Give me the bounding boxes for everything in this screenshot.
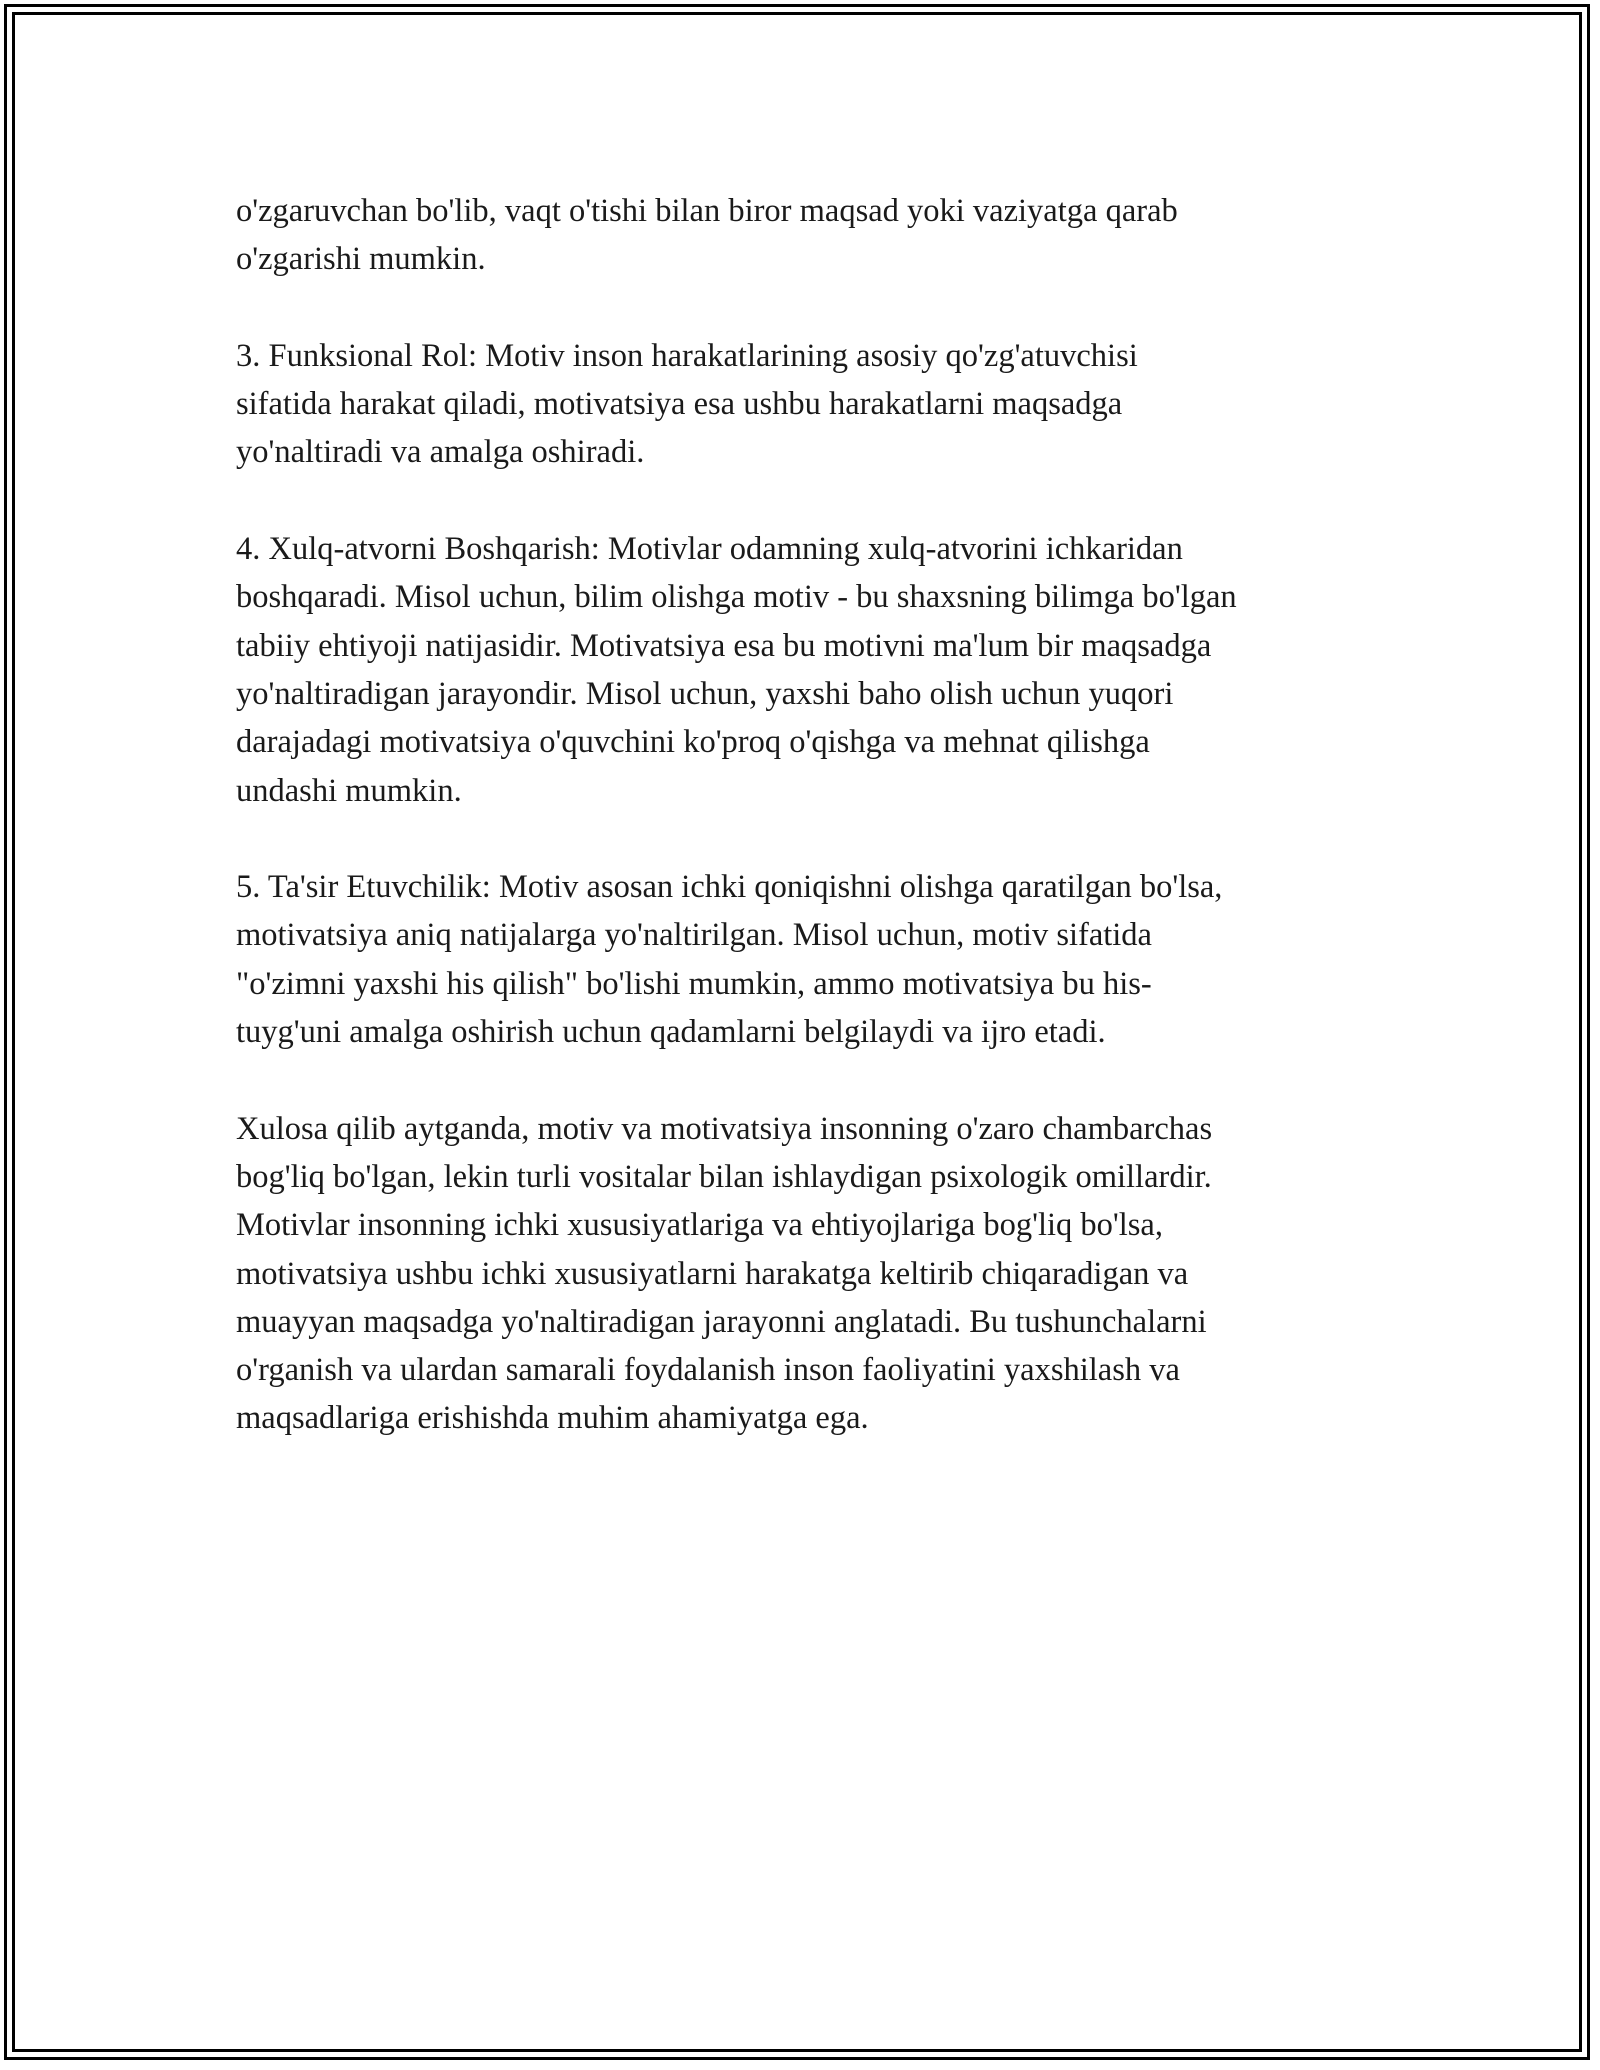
text-line: boshqaradi. Misol uchun, bilim olishga motiv - bu shaxsning bilimga bo'lgan	[236, 579, 1237, 616]
text-line: 5. Ta'sir Etuvchilik: Motiv asosan ichki qoniqishni olishga qaratilgan bo'lsa,	[236, 869, 1223, 906]
text-line: o'rganish va ulardan samarali foydalanish inson faoliyatini yaxshilash va	[236, 1352, 1180, 1389]
text-line: muayyan maqsadga yo'naltiradigan jarayonni anglatadi. Bu tushunchalarni	[236, 1303, 1207, 1340]
paragraph-influence	[236, 863, 1406, 1056]
text-line: Motivlar insonning ichki xususiyatlariga va ehtiyojlariga bog'liq bo'lsa,	[236, 1207, 1163, 1244]
text-line: 4. Xulq-atvorni Boshqarish: Motivlar odamning xulq-atvorini ichkaridan	[236, 531, 1183, 568]
paragraph-functional-role	[236, 332, 1406, 477]
text-line: yo'naltiradi va amalga oshiradi.	[236, 434, 645, 471]
paragraph-continuation	[236, 187, 1406, 284]
text-line: Xulosa qilib aytganda, motiv va motivatsiya insonning o'zaro chambarchas	[236, 1110, 1213, 1147]
text-line: o'zgarishi mumkin.	[236, 241, 486, 278]
paragraph-behavior-control	[236, 525, 1406, 815]
text-line: tabiiy ehtiyoji natijasidir. Motivatsiya esa bu motivni ma'lum bir maqsadga	[236, 627, 1212, 664]
text-line: 3. Funksional Rol: Motiv inson harakatlarining asosiy qo'zg'atuvchisi	[236, 337, 1138, 374]
text-line: sifatida harakat qiladi, motivatsiya esa ushbu harakatlarni maqsadga	[236, 386, 1123, 423]
text-line: tuyg'uni amalga oshirish uchun qadamlarni belgilaydi va ijro etadi.	[236, 1014, 1106, 1051]
text-line: o'zgaruvchan bo'lib, vaqt o'tishi bilan biror maqsad yoki vaziyatga qarab	[236, 193, 1178, 229]
paragraph-conclusion	[236, 1105, 1406, 1443]
text-line: undashi mumkin.	[236, 772, 462, 809]
text-line: maqsadlariga erishishda muhim ahamiyatga ega.	[236, 1400, 869, 1437]
text-line: motivatsiya ushbu ichki xususiyatlarni harakatga keltirib chiqaradigan va	[236, 1255, 1189, 1292]
document-body	[236, 187, 1406, 1491]
text-line: yo'naltiradigan jarayondir. Misol uchun, yaxshi baho olish uchun yuqori	[236, 675, 1174, 712]
text-line: bog'liq bo'lgan, lekin turli vositalar bilan ishlaydigan psixologik omillardir.	[236, 1158, 1212, 1195]
text-line: "o'zimni yaxshi his qilish" bo'lishi mumkin, ammo motivatsiya bu his-	[236, 965, 1152, 1002]
text-line: darajadagi motivatsiya o'quvchini ko'proq o'qishga va mehnat qilishga	[236, 724, 1150, 761]
text-line: motivatsiya aniq natijalarga yo'naltirilgan. Misol uchun, motiv sifatida	[236, 917, 1152, 954]
